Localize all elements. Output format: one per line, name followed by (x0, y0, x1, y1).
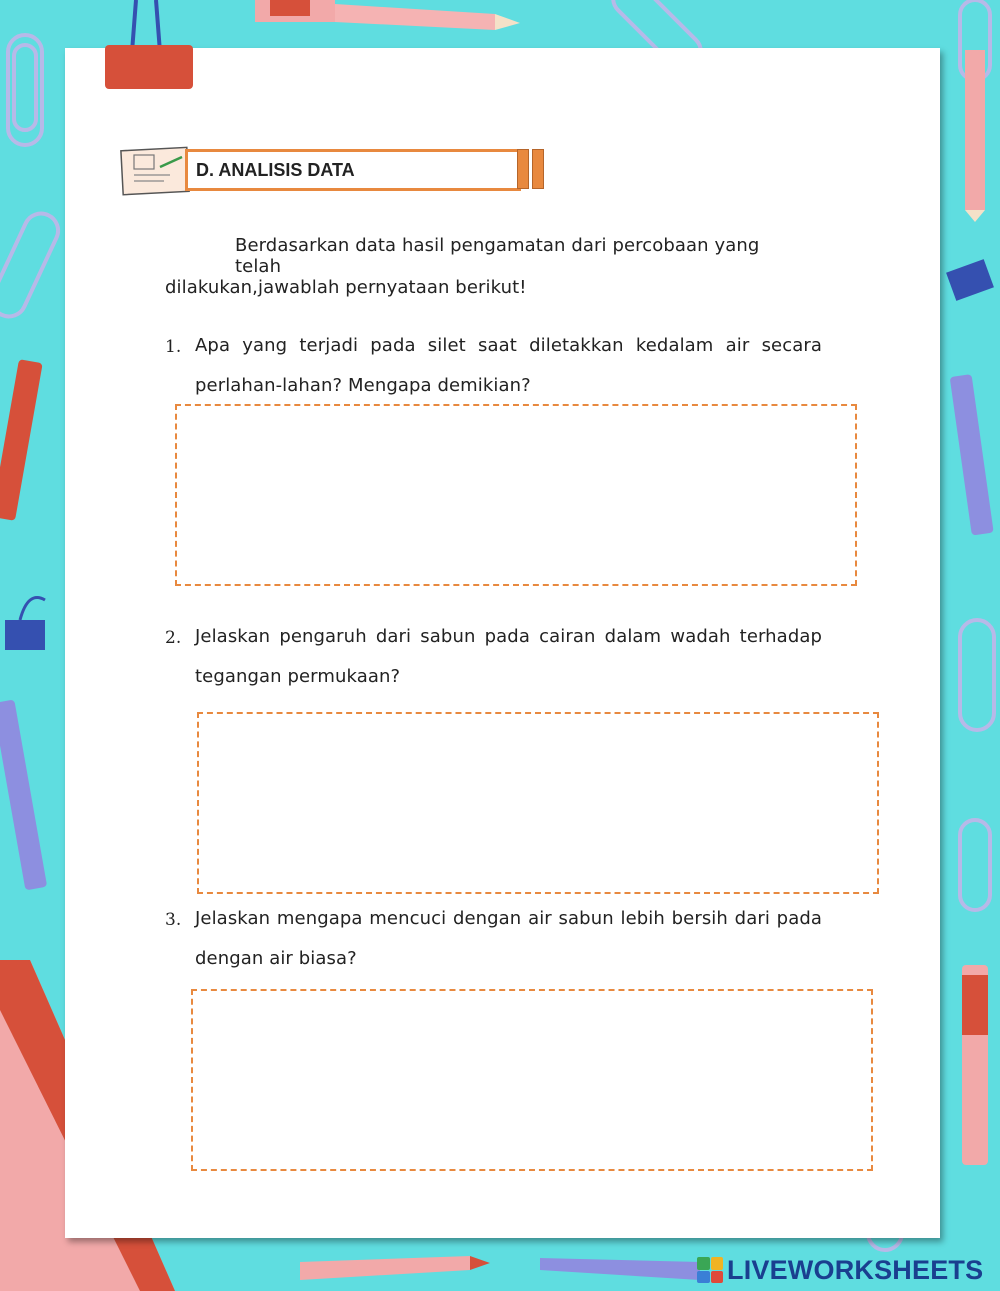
question-3-line-1: Jelaskan mengapa mencuci dengan air sabun lebih bersih dari pada (195, 908, 822, 929)
answer-box-3[interactable] (191, 989, 873, 1171)
liveworksheets-logo-icon (697, 1257, 723, 1283)
question-2-line-2: tegangan permukaan? (195, 666, 401, 687)
intro-line-1: Berdasarkan data hasil pengamatan dari percobaan yang telah (235, 235, 760, 277)
liveworksheets-logo (697, 1253, 983, 1287)
question-number: 2. (165, 628, 182, 648)
binder-clip-top-icon (105, 45, 193, 89)
answer-box-1[interactable] (175, 404, 857, 586)
question-3-line-2: dengan air biasa? (195, 948, 357, 969)
question-number: 3. (165, 910, 182, 930)
question-1-line-1: Apa yang terjadi pada silet saat diletakkan kedalam air secara (195, 335, 822, 356)
question-2-line-1: Jelaskan pengaruh dari sabun pada cairan dalam wadah terhadap (195, 626, 822, 647)
clipboard-icon (120, 145, 192, 197)
liveworksheets-logo-text: LIVEWORKSHEETS (727, 1254, 984, 1285)
question-number: 1. (165, 337, 182, 357)
section-title: D. ANALISIS DATA (185, 149, 521, 191)
pencil-right-icon (950, 50, 994, 1165)
question-1-line-2: perlahan-lahan? Mengapa demikian? (195, 375, 531, 396)
answer-box-2[interactable] (197, 712, 879, 894)
intro-line-2: dilakukan,jawablah pernyataan berikut! (165, 277, 527, 298)
pencil-top-icon (255, 0, 520, 30)
header-bar-left (517, 149, 529, 189)
header-bar-right (532, 149, 544, 189)
pencil-bottom-icon (300, 1256, 700, 1280)
